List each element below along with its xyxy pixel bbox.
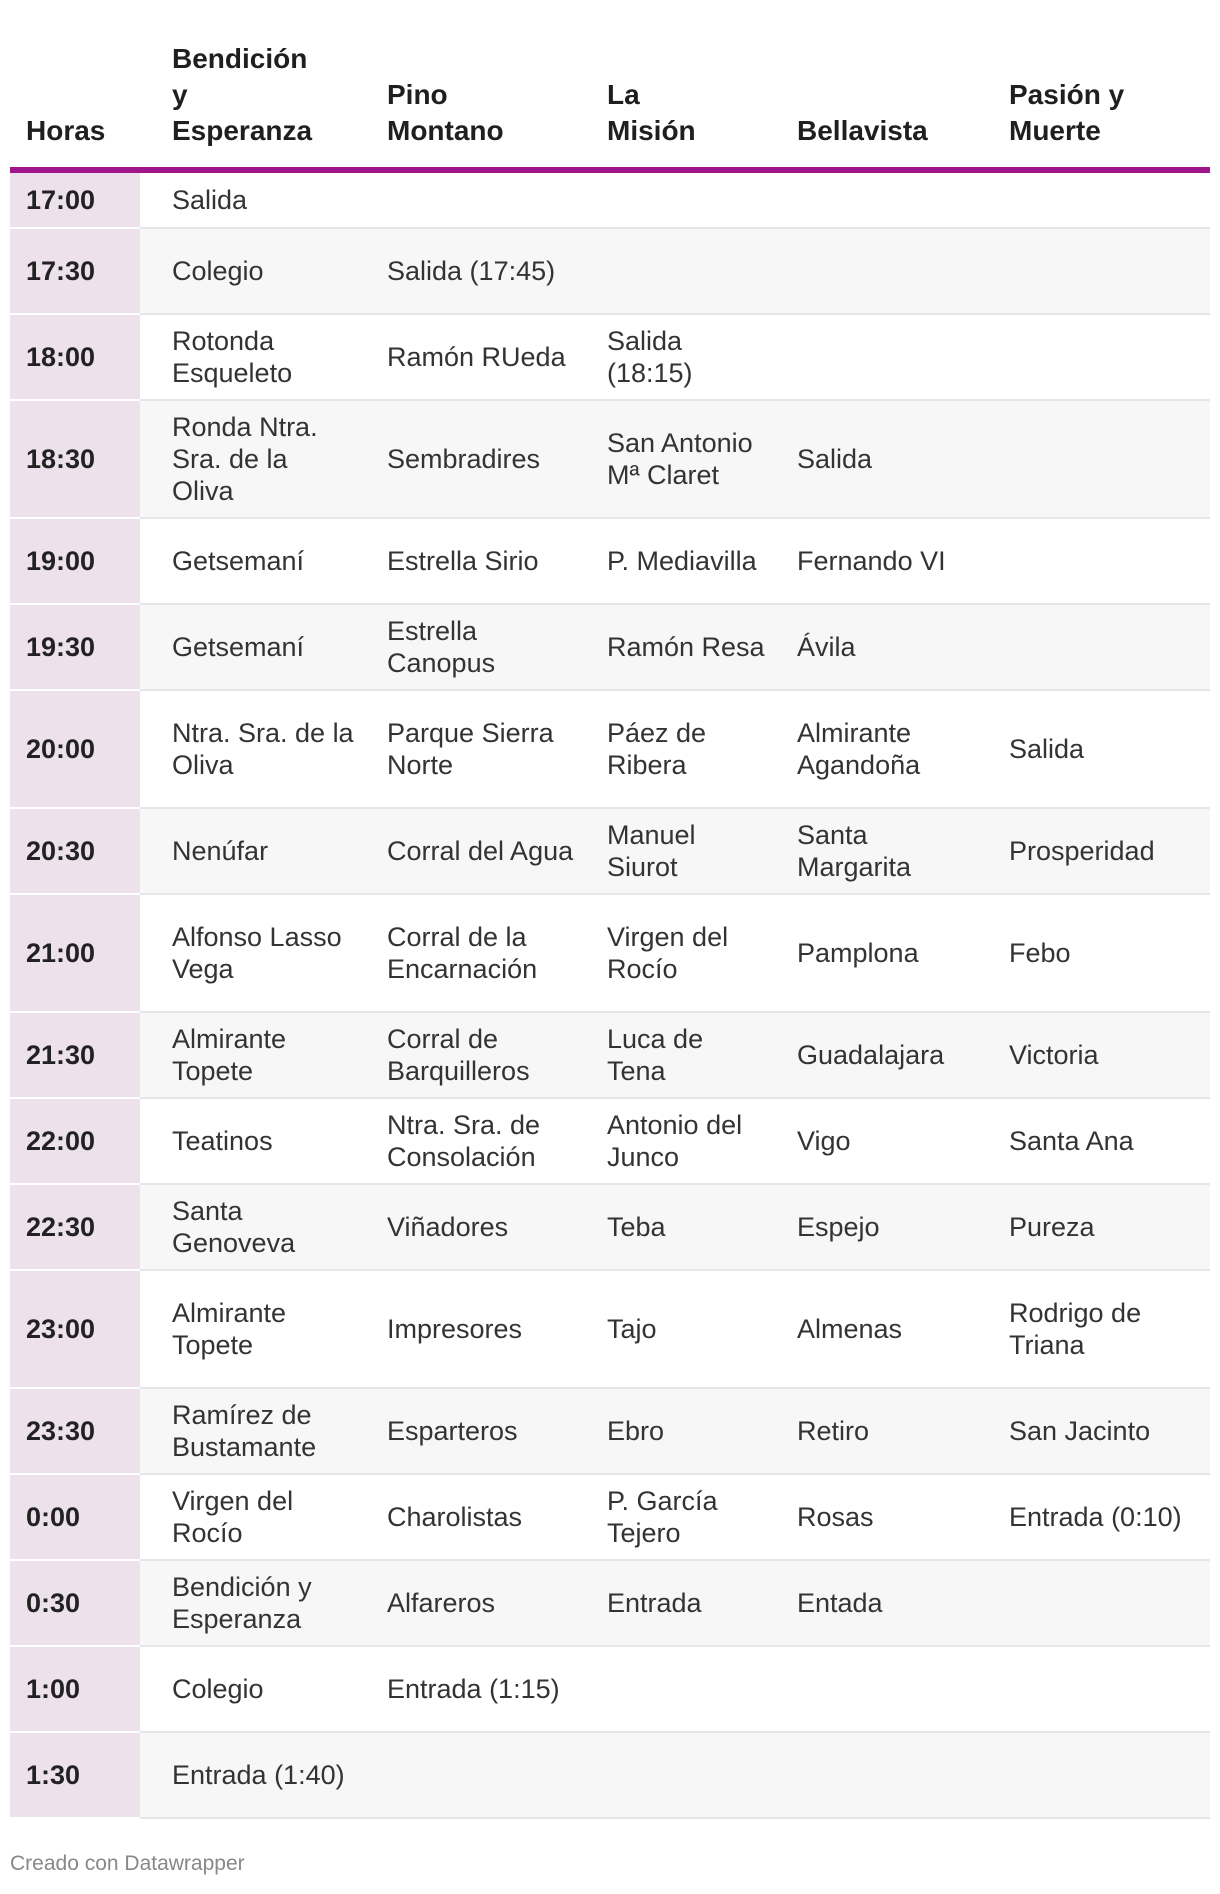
hour-cell: 1:00 xyxy=(10,1646,140,1732)
route-cell: San Antonio Mª Claret xyxy=(575,400,765,518)
table-row xyxy=(10,228,1210,314)
table-row xyxy=(10,808,1210,894)
route-cell: Colegio xyxy=(140,1646,355,1732)
route-cell xyxy=(977,518,1210,604)
hour-cell: 18:30 xyxy=(10,400,140,518)
route-cell xyxy=(575,1732,765,1818)
hour-cell: 23:30 xyxy=(10,1388,140,1474)
route-cell: Teatinos xyxy=(140,1098,355,1184)
route-cell: P. Mediavilla xyxy=(575,518,765,604)
hour-cell: 22:30 xyxy=(10,1184,140,1270)
route-cell xyxy=(977,1646,1210,1732)
hour-cell: 20:00 xyxy=(10,690,140,808)
route-cell xyxy=(765,1732,977,1818)
route-cell: Rodrigo de Triana xyxy=(977,1270,1210,1388)
table-row xyxy=(10,894,1210,1012)
hour-cell: 0:00 xyxy=(10,1474,140,1560)
header-la-mision-label: La Misión xyxy=(607,79,696,146)
header-bendicion-y-esperanza xyxy=(140,0,355,170)
header-row xyxy=(10,0,1210,170)
table-row xyxy=(10,690,1210,808)
table-row xyxy=(10,170,1210,228)
table-header xyxy=(10,0,1210,170)
route-cell: Pamplona xyxy=(765,894,977,1012)
hour-cell: 19:30 xyxy=(10,604,140,690)
hour-cell: 17:30 xyxy=(10,228,140,314)
route-cell: Luca de Tena xyxy=(575,1012,765,1098)
route-cell xyxy=(977,1732,1210,1818)
route-cell: Pureza xyxy=(977,1184,1210,1270)
route-cell: Santa Margarita xyxy=(765,808,977,894)
route-cell: Impresores xyxy=(355,1270,575,1388)
route-cell: Alfareros xyxy=(355,1560,575,1646)
route-cell: Estrella Canopus xyxy=(355,604,575,690)
route-cell: Rotonda Esqueleto xyxy=(140,314,355,400)
route-cell: Charolistas xyxy=(355,1474,575,1560)
route-cell xyxy=(765,170,977,228)
route-cell: Santa Ana xyxy=(977,1098,1210,1184)
header-pasion-y-muerte-label: Pasión y Muerte xyxy=(1009,79,1125,146)
route-cell xyxy=(977,400,1210,518)
table-row xyxy=(10,1012,1210,1098)
hour-cell: 21:00 xyxy=(10,894,140,1012)
hour-cell: 21:30 xyxy=(10,1012,140,1098)
route-cell: Victoria xyxy=(977,1012,1210,1098)
header-bellavista: Bellavista xyxy=(765,0,977,170)
route-cell: Vigo xyxy=(765,1098,977,1184)
route-cell xyxy=(977,228,1210,314)
route-cell: Esparteros xyxy=(355,1388,575,1474)
route-cell xyxy=(765,314,977,400)
route-cell: Virgen del Rocío xyxy=(575,894,765,1012)
table-row xyxy=(10,1388,1210,1474)
route-cell: Corral del Agua xyxy=(355,808,575,894)
route-cell: Parque Sierra Norte xyxy=(355,690,575,808)
hour-cell: 23:00 xyxy=(10,1270,140,1388)
route-cell: Tajo xyxy=(575,1270,765,1388)
route-cell: Antonio del Junco xyxy=(575,1098,765,1184)
table-row xyxy=(10,1646,1210,1732)
route-cell: Estrella Sirio xyxy=(355,518,575,604)
table-row xyxy=(10,1098,1210,1184)
route-cell: Ramón RUeda xyxy=(355,314,575,400)
header-horas: Horas xyxy=(10,0,140,170)
route-cell: Getsemaní xyxy=(140,518,355,604)
header-pino-montano xyxy=(355,0,575,170)
route-cell: Almirante Topete xyxy=(140,1270,355,1388)
route-cell: Prosperidad xyxy=(977,808,1210,894)
route-cell xyxy=(575,1646,765,1732)
header-pino-montano-label: Pino Montano xyxy=(387,79,504,146)
table-row xyxy=(10,1184,1210,1270)
route-cell xyxy=(355,1732,575,1818)
route-cell: Guadalajara xyxy=(765,1012,977,1098)
route-cell: Salida xyxy=(977,690,1210,808)
hour-cell: 17:00 xyxy=(10,170,140,228)
route-cell: Febo xyxy=(977,894,1210,1012)
route-cell xyxy=(977,170,1210,228)
route-cell xyxy=(355,170,575,228)
route-cell: Entrada xyxy=(575,1560,765,1646)
route-cell: Getsemaní xyxy=(140,604,355,690)
route-cell: Nenúfar xyxy=(140,808,355,894)
route-cell: Fernando VI xyxy=(765,518,977,604)
route-cell xyxy=(977,1560,1210,1646)
table-body xyxy=(10,170,1210,1818)
route-cell: Ntra. Sra. de la Oliva xyxy=(140,690,355,808)
route-cell: Páez de Ribera xyxy=(575,690,765,808)
table-row xyxy=(10,1560,1210,1646)
route-cell: Ramón Resa xyxy=(575,604,765,690)
table-row xyxy=(10,1474,1210,1560)
footer-credit: Creado con Datawrapper xyxy=(10,1852,245,1875)
route-cell: Teba xyxy=(575,1184,765,1270)
route-cell xyxy=(977,314,1210,400)
table-row xyxy=(10,400,1210,518)
table-row xyxy=(10,1732,1210,1818)
route-cell: P. García Tejero xyxy=(575,1474,765,1560)
route-cell: Virgen del Rocío xyxy=(140,1474,355,1560)
route-cell: Sembradires xyxy=(355,400,575,518)
route-cell: Colegio xyxy=(140,228,355,314)
route-cell: Manuel Siurot xyxy=(575,808,765,894)
table-row xyxy=(10,604,1210,690)
route-cell: Santa Genoveva xyxy=(140,1184,355,1270)
route-cell: Retiro xyxy=(765,1388,977,1474)
route-cell: San Jacinto xyxy=(977,1388,1210,1474)
route-cell: Ávila xyxy=(765,604,977,690)
header-bendicion-y-esperanza-label: Bendición y Esperanza xyxy=(172,43,313,146)
route-cell: Entrada (1:40) xyxy=(140,1732,355,1818)
route-cell xyxy=(977,604,1210,690)
route-cell: Salida (18:15) xyxy=(575,314,765,400)
route-cell: Salida xyxy=(765,400,977,518)
header-la-mision xyxy=(575,0,765,170)
table-row xyxy=(10,314,1210,400)
route-cell: Almenas xyxy=(765,1270,977,1388)
route-cell: Viñadores xyxy=(355,1184,575,1270)
hour-cell: 22:00 xyxy=(10,1098,140,1184)
header-pasion-y-muerte xyxy=(977,0,1210,170)
hour-cell: 1:30 xyxy=(10,1732,140,1818)
route-cell: Espejo xyxy=(765,1184,977,1270)
route-cell xyxy=(765,1646,977,1732)
route-cell: Bendición y Esperanza xyxy=(140,1560,355,1646)
route-cell: Ramírez de Bustamante xyxy=(140,1388,355,1474)
route-cell xyxy=(575,170,765,228)
route-cell xyxy=(575,228,765,314)
hour-cell: 18:00 xyxy=(10,314,140,400)
route-cell: Entada xyxy=(765,1560,977,1646)
route-cell: Almirante Topete xyxy=(140,1012,355,1098)
route-cell: Ebro xyxy=(575,1388,765,1474)
route-cell: Entrada (1:15) xyxy=(355,1646,575,1732)
route-cell: Ntra. Sra. de Consolación xyxy=(355,1098,575,1184)
table-row xyxy=(10,1270,1210,1388)
table-row xyxy=(10,518,1210,604)
route-cell: Salida xyxy=(140,170,355,228)
route-cell: Entrada (0:10) xyxy=(977,1474,1210,1560)
route-cell: Corral de Barquilleros xyxy=(355,1012,575,1098)
route-cell xyxy=(765,228,977,314)
schedule-table xyxy=(10,0,1210,1819)
route-cell: Rosas xyxy=(765,1474,977,1560)
route-cell: Salida (17:45) xyxy=(355,228,575,314)
route-cell: Ronda Ntra. Sra. de la Oliva xyxy=(140,400,355,518)
route-cell: Almirante Agandoña xyxy=(765,690,977,808)
hour-cell: 19:00 xyxy=(10,518,140,604)
schedule-table-container xyxy=(10,0,1210,1819)
hour-cell: 20:30 xyxy=(10,808,140,894)
hour-cell: 0:30 xyxy=(10,1560,140,1646)
route-cell: Corral de la Encarnación xyxy=(355,894,575,1012)
route-cell: Alfonso Lasso Vega xyxy=(140,894,355,1012)
